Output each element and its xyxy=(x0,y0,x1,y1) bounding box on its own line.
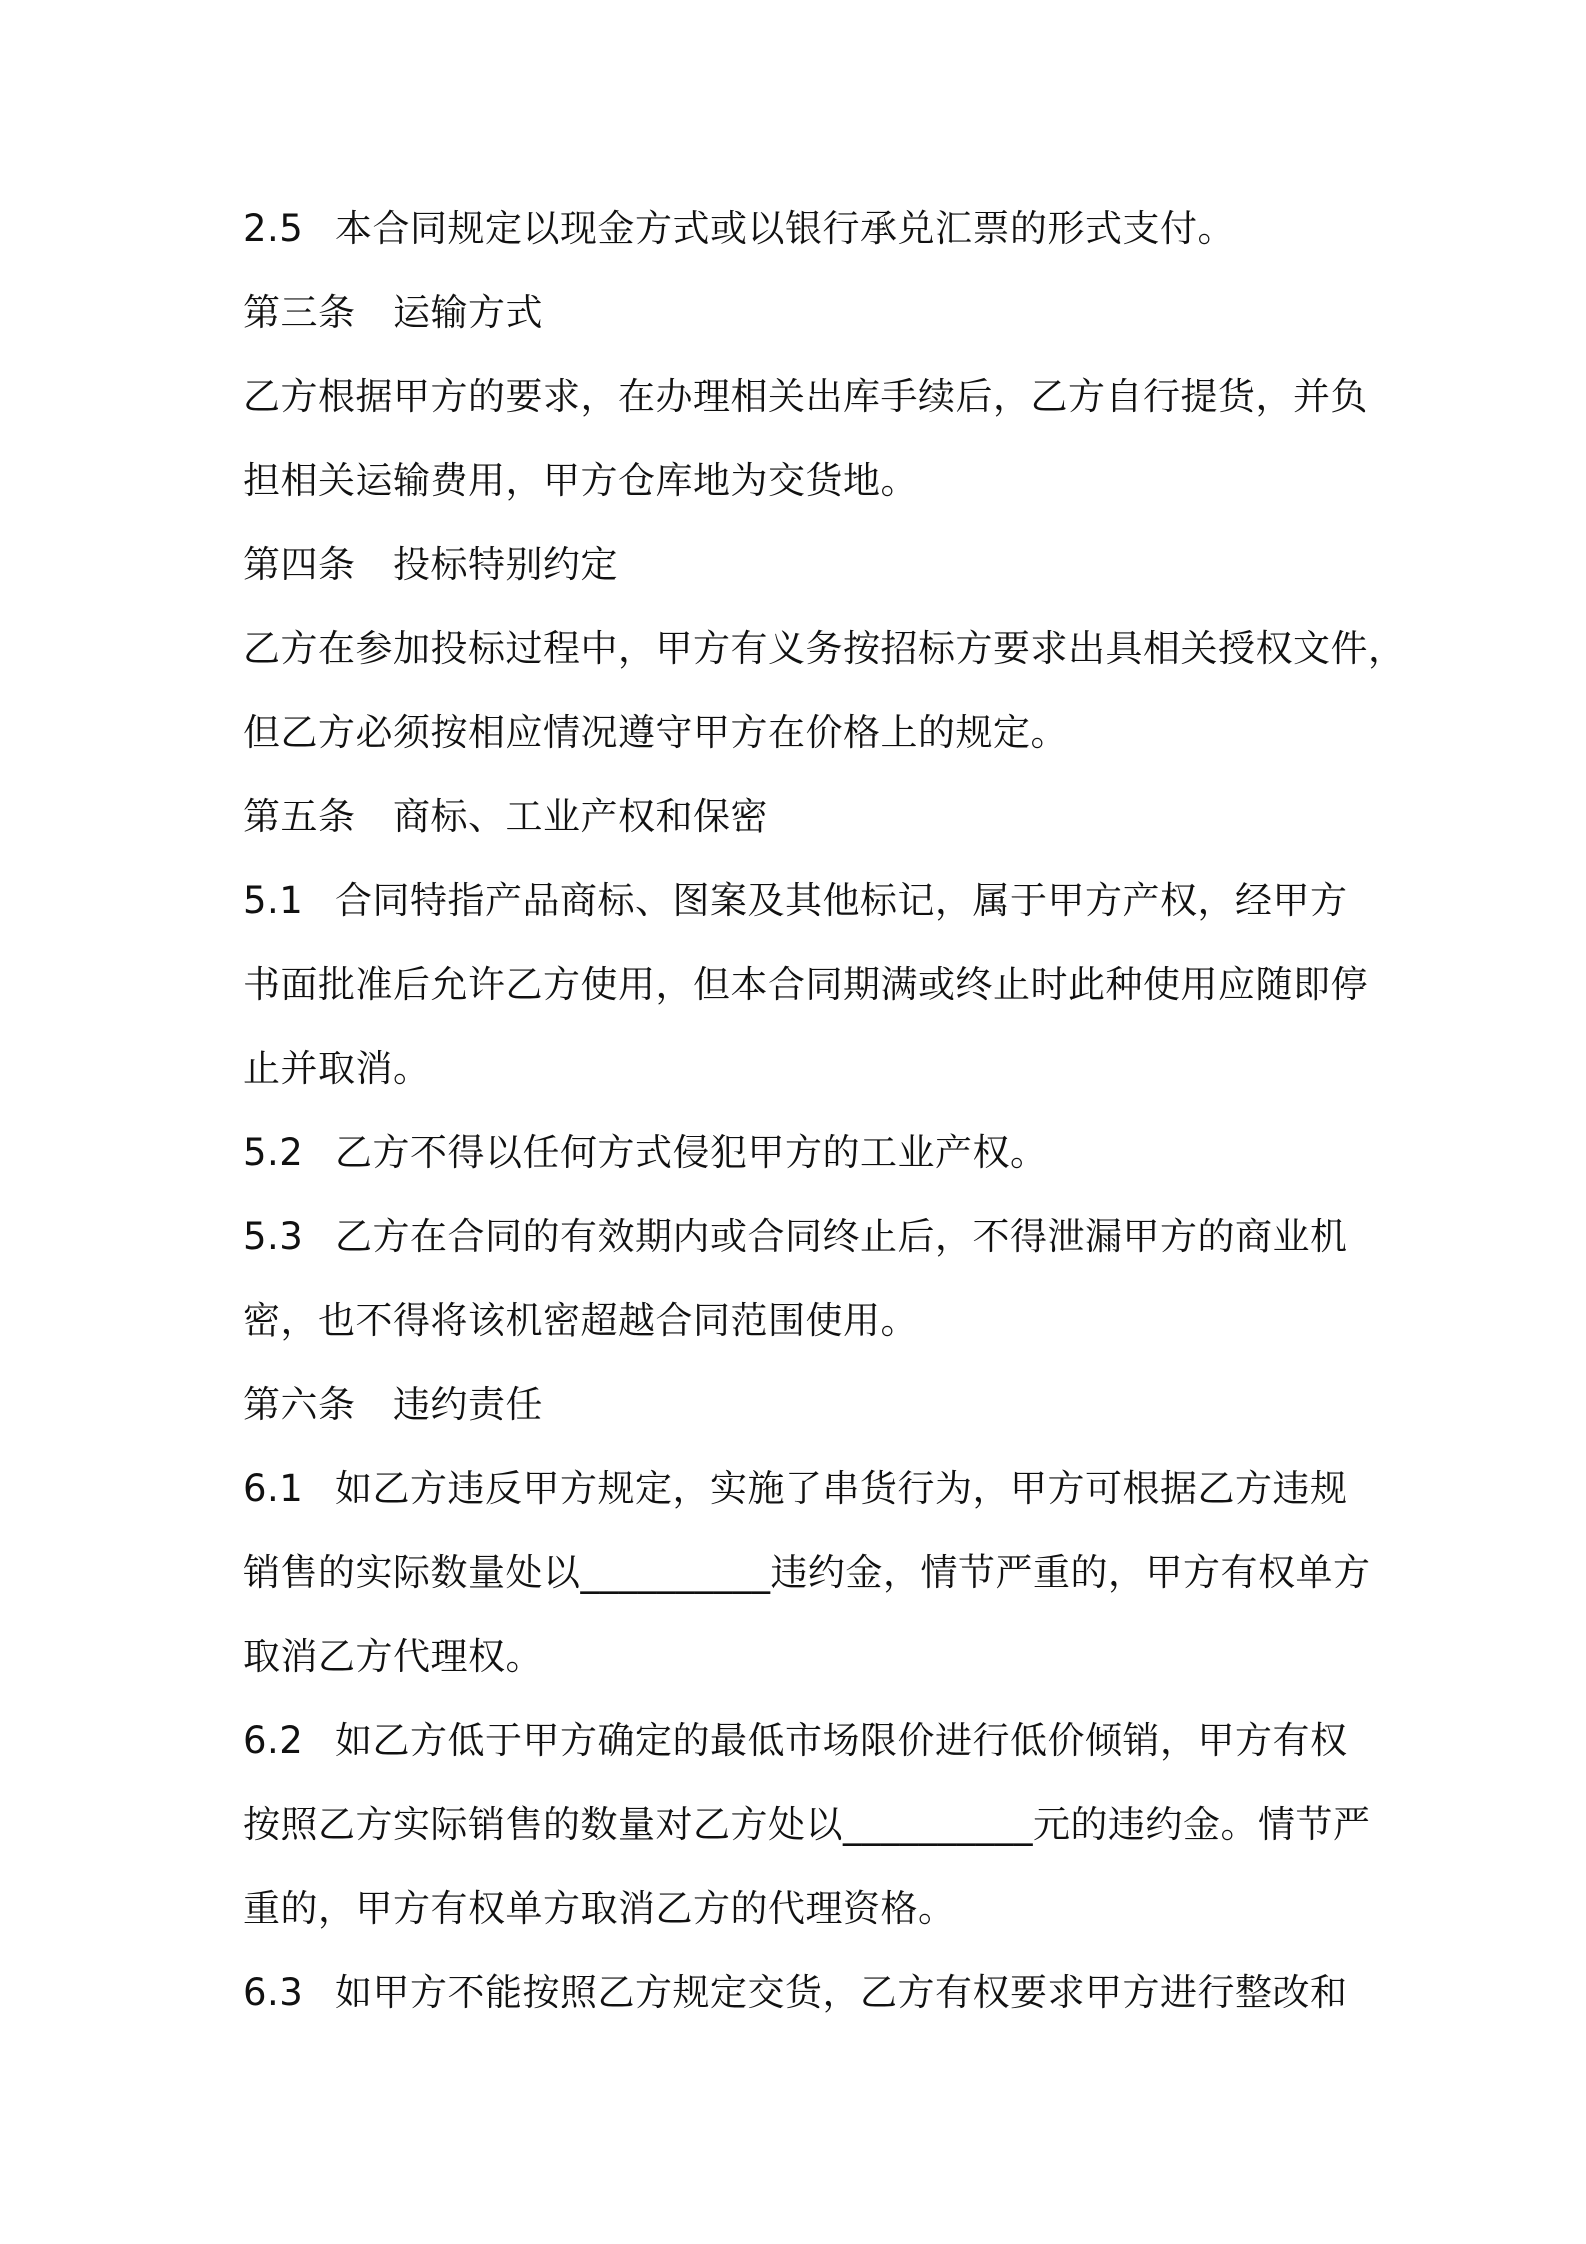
paragraph-line xyxy=(243,451,1373,511)
paragraph-line xyxy=(243,703,1373,763)
clause-text: 如甲方不能按照乙方规定交货，乙方有权要求甲方进行整改和 xyxy=(335,1971,1348,2014)
clause-6-2 xyxy=(243,1711,1373,1771)
article-3-heading xyxy=(243,283,1373,343)
paragraph-text: 书面批准后允许乙方使用，但本合同期满或终止时此种使用应随即停 xyxy=(243,963,1368,1006)
article-title: 运输方式 xyxy=(393,291,543,334)
article-title: 违约责任 xyxy=(393,1383,543,1426)
clause-number: 6.1 xyxy=(243,1467,304,1510)
clause-number: 5.3 xyxy=(243,1215,304,1258)
paragraph-line xyxy=(243,1627,1373,1687)
article-6-heading xyxy=(243,1375,1373,1435)
clause-number: 6.2 xyxy=(243,1719,304,1762)
clause-text: 乙方不得以任何方式侵犯甲方的工业产权。 xyxy=(335,1131,1048,1174)
paragraph-text: 取消乙方代理权。 xyxy=(243,1635,543,1678)
clause-text: 乙方在合同的有效期内或合同终止后，不得泄漏甲方的商业机 xyxy=(335,1215,1348,1258)
clause-text: 如乙方违反甲方规定，实施了串货行为，甲方可根据乙方违规 xyxy=(335,1467,1348,1510)
article-number: 第六条 xyxy=(243,1383,356,1426)
clause-number: 5.2 xyxy=(243,1131,304,1174)
clause-6-3 xyxy=(243,1963,1373,2023)
article-number: 第四条 xyxy=(243,543,356,586)
clause-text: 本合同规定以现金方式或以银行承兑汇票的形式支付。 xyxy=(335,207,1235,250)
clause-5-2 xyxy=(243,1123,1373,1183)
clause-5-3 xyxy=(243,1207,1373,1267)
clause-6-1 xyxy=(243,1459,1373,1519)
clause-number: 6.3 xyxy=(243,1971,304,2014)
paragraph-line-with-blank xyxy=(243,1795,1373,1855)
paragraph-text: 乙方在参加投标过程中，甲方有义务按招标方要求出具相关授权文件， xyxy=(243,627,1406,670)
article-4-heading xyxy=(243,535,1373,595)
paragraph-line xyxy=(243,1291,1373,1351)
paragraph-line xyxy=(243,367,1373,427)
clause-5-1 xyxy=(243,871,1373,931)
paragraph-text: 但乙方必须按相应情况遵守甲方在价格上的规定。 xyxy=(243,711,1068,754)
clause-text: 合同特指产品商标、图案及其他标记，属于甲方产权，经甲方 xyxy=(335,879,1348,922)
paragraph-line xyxy=(243,955,1373,1015)
clause-text: 如乙方低于甲方确定的最低市场限价进行低价倾销，甲方有权 xyxy=(335,1719,1348,1762)
paragraph-text: 担相关运输费用，甲方仓库地为交货地。 xyxy=(243,459,918,502)
paragraph-line-with-blank xyxy=(243,1543,1373,1603)
article-number: 第五条 xyxy=(243,795,356,838)
paragraph-text: 止并取消。 xyxy=(243,1047,431,1090)
paragraph-line xyxy=(243,619,1406,679)
article-title: 商标、工业产权和保密 xyxy=(393,795,768,838)
paragraph-text: 销售的实际数量处以__________违约金，情节严重的，甲方有权单方 xyxy=(243,1551,1371,1594)
paragraph-text: 重的，甲方有权单方取消乙方的代理资格。 xyxy=(243,1887,956,1930)
clause-number: 2.5 xyxy=(243,207,304,250)
paragraph-text: 按照乙方实际销售的数量对乙方处以__________元的违约金。情节严 xyxy=(243,1803,1371,1846)
paragraph-line xyxy=(243,1879,1373,1939)
article-5-heading xyxy=(243,787,1373,847)
clause-number: 5.1 xyxy=(243,879,304,922)
clause-2-5 xyxy=(243,199,1373,259)
article-title: 投标特别约定 xyxy=(393,543,618,586)
paragraph-line xyxy=(243,1039,1373,1099)
article-number: 第三条 xyxy=(243,291,356,334)
paragraph-text: 密，也不得将该机密超越合同范围使用。 xyxy=(243,1299,918,1342)
paragraph-text: 乙方根据甲方的要求，在办理相关出库手续后，乙方自行提货，并负 xyxy=(243,375,1368,418)
